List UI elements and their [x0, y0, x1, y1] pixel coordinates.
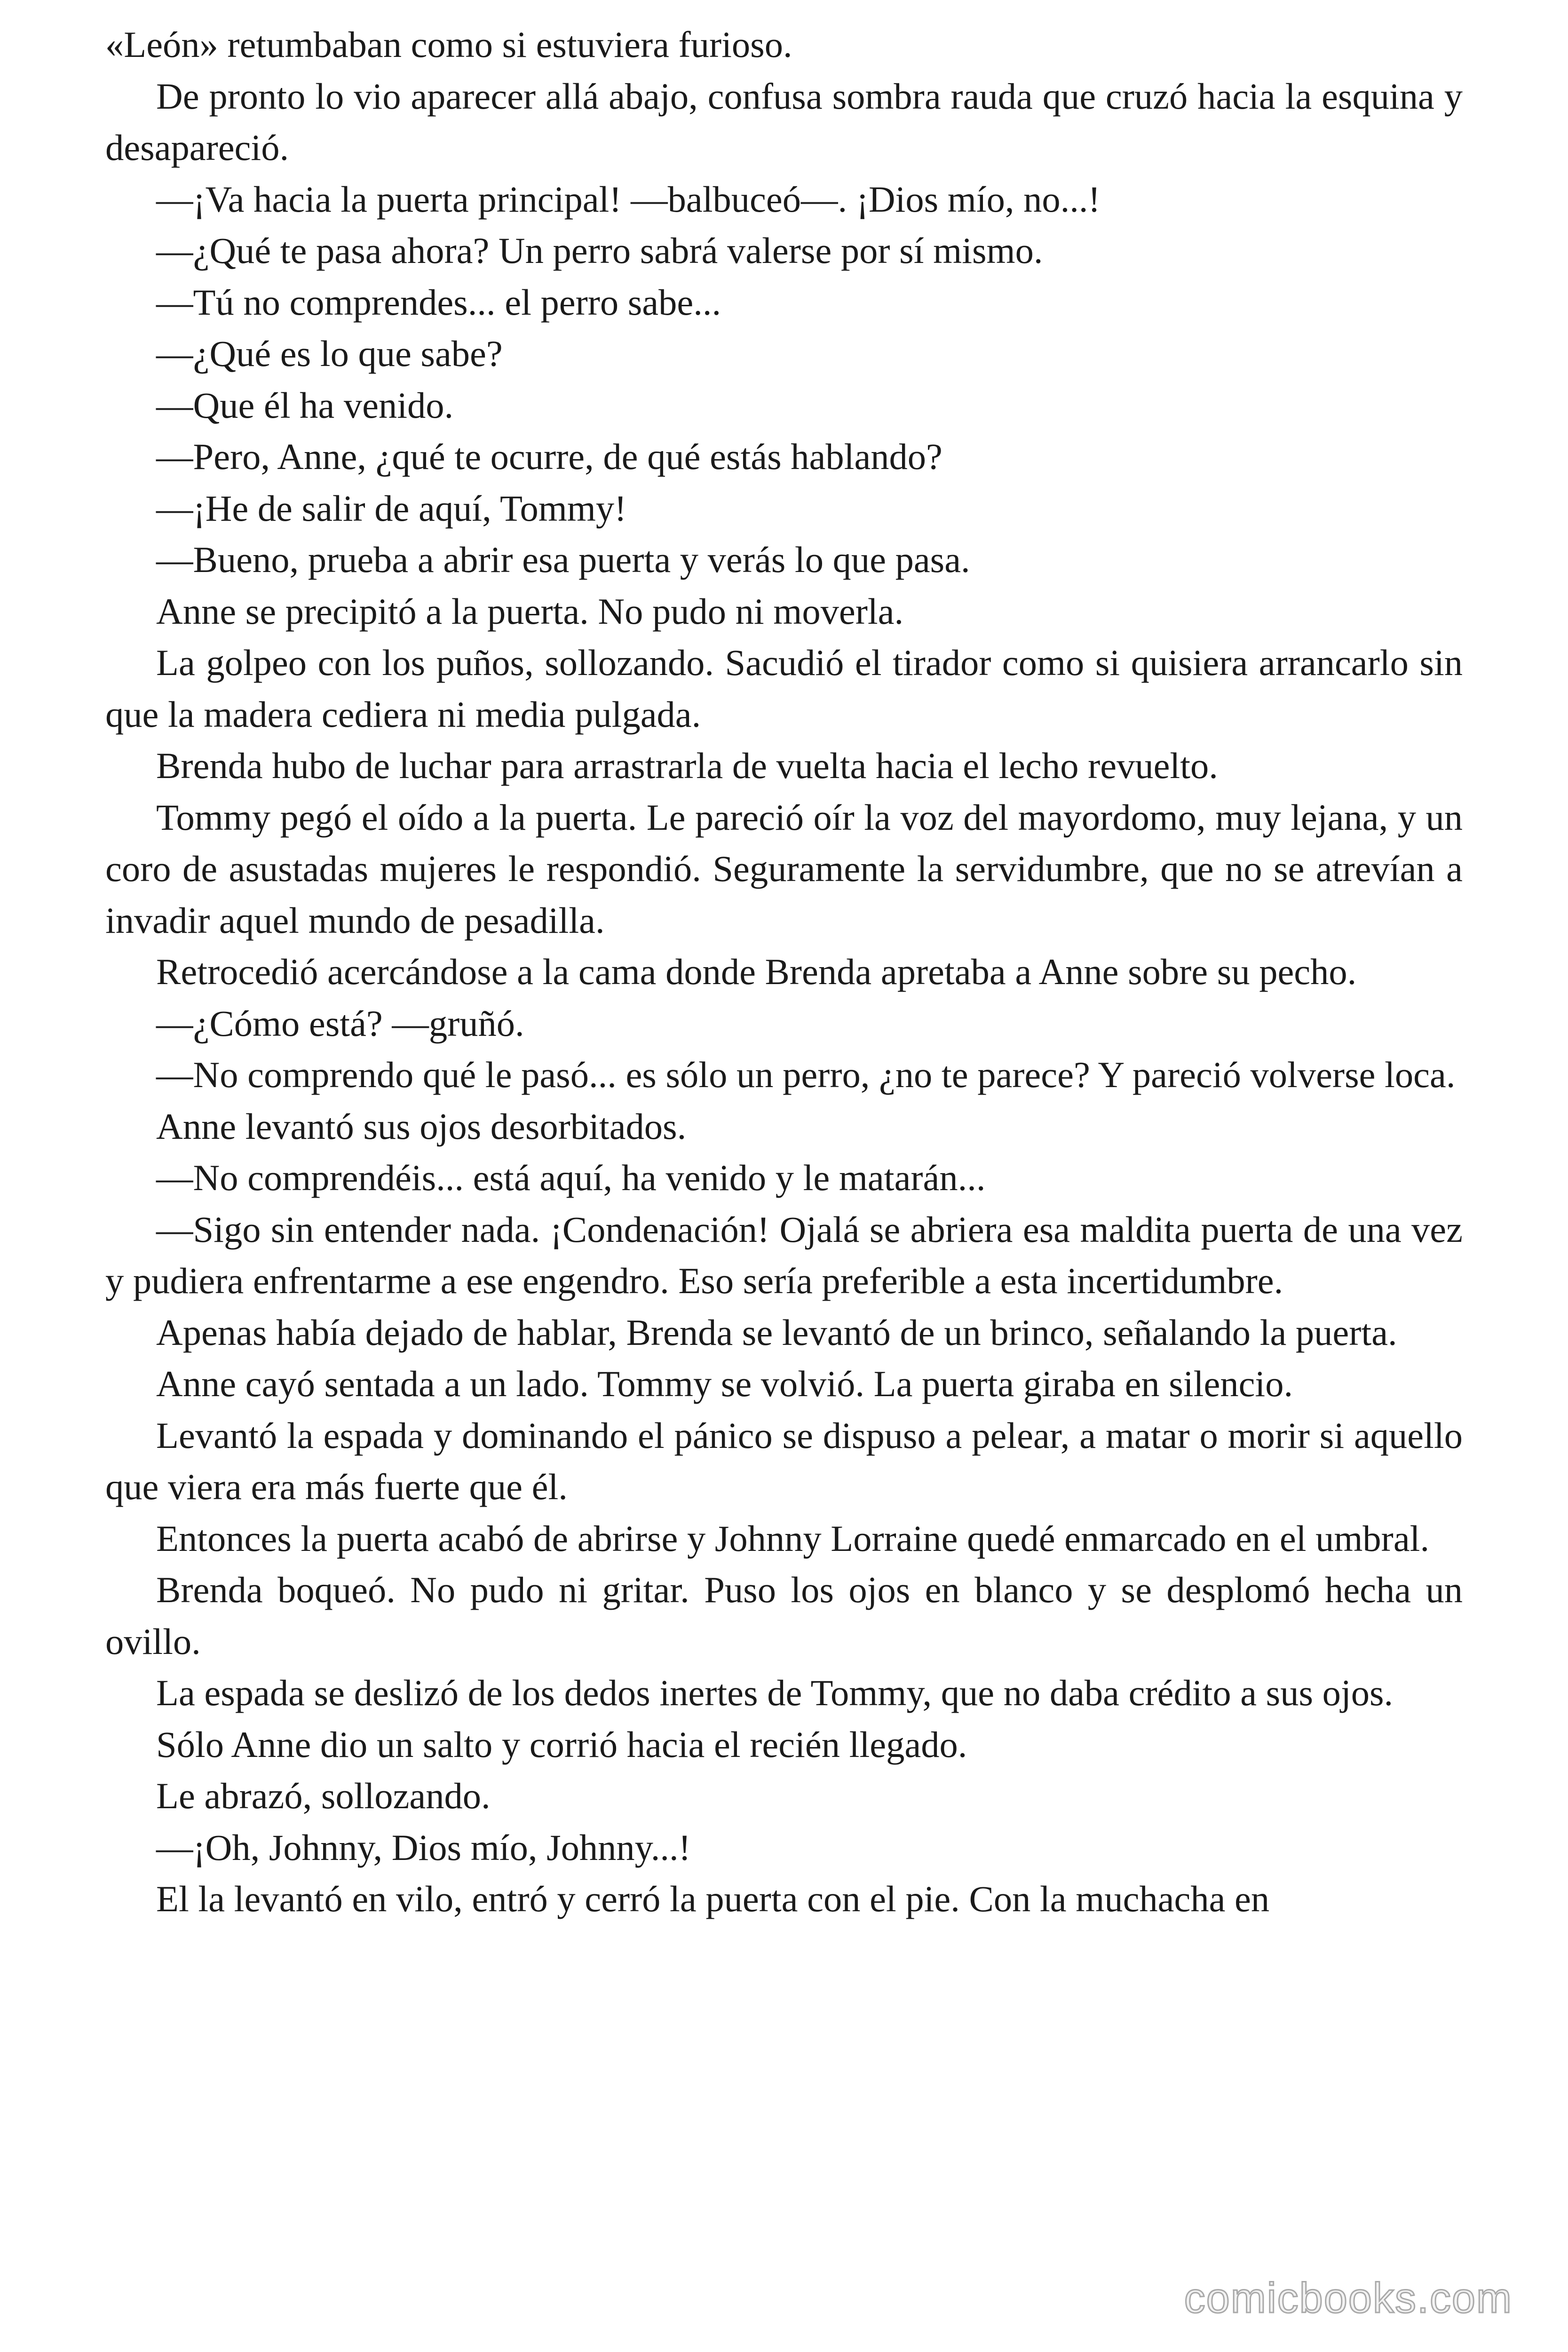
paragraph: —Pero, Anne, ¿qué te ocurre, de qué estás hablando? — [156, 436, 942, 477]
paragraph: Brenda hubo de luchar para arrastrarla de vuelta hacia el lecho revuelto. — [156, 745, 1218, 786]
paragraph: Le abrazó, sollozando. — [156, 1775, 491, 1816]
paragraph: —¿Qué es lo que sabe? — [156, 333, 503, 374]
document-page — [105, 19, 1463, 1925]
paragraph: —¿Qué te pasa ahora? Un perro sabrá valerse por sí mismo. — [156, 230, 1043, 271]
paragraph: —No comprendéis... está aquí, ha venido y le matarán... — [156, 1157, 986, 1198]
paragraph: Levantó la espada y dominando el pánico se dispuso a pelear, a matar o morir si aquello que viera era más fuerte que él. — [105, 1414, 1463, 1507]
paragraph: Anne se precipitó a la puerta. No pudo ni moverla. — [156, 590, 904, 632]
paragraph: Apenas había dejado de hablar, Brenda se levantó de un brinco, señalando la puerta. — [156, 1311, 1397, 1353]
paragraph: La golpeo con los puños, sollozando. Sacudió el tirador como si quisiera arrancarlo sin que la madera cediera ni media pulgada. — [105, 642, 1463, 735]
paragraph: —No comprendo qué le pasó... es sólo un perro, ¿no te parece? Y pareció volverse loca. — [156, 1054, 1456, 1095]
paragraph: —¿Cómo está? —gruñó. — [156, 1002, 524, 1044]
paragraph: Sólo Anne dio un salto y corrió hacia el recién llegado. — [156, 1724, 967, 1765]
paragraph: —¡He de salir de aquí, Tommy! — [156, 487, 627, 529]
paragraph: El la levantó en vilo, entró y cerró la puerta con el pie. Con la muchacha en — [156, 1878, 1270, 1919]
paragraph: —Que él ha venido. — [156, 384, 454, 426]
paragraph-continuation: «León» retumbaban como si estuviera furioso. — [105, 24, 792, 65]
paragraph: De pronto lo vio aparecer allá abajo, confusa sombra rauda que cruzó hacia la esquina y desapareció. — [105, 75, 1463, 168]
paragraph: Entonces la puerta acabó de abrirse y Johnny Lorraine quedé enmarcado en el umbral. — [156, 1518, 1430, 1559]
paragraph: —Tú no comprendes... el perro sabe... — [156, 281, 721, 323]
paragraph: Brenda boqueó. No pudo ni gritar. Puso los ojos en blanco y se desplomó hecha un ovillo. — [105, 1569, 1463, 1662]
watermark: comicbooks.com — [1184, 2275, 1513, 2322]
paragraph: —¡Oh, Johnny, Dios mío, Johnny...! — [156, 1827, 691, 1868]
paragraph: —Sigo sin entender nada. ¡Condenación! Ojalá se abriera esa maldita puerta de una vez y pudiera enfrentarme a ese engendro. Eso sería preferible a esta incertidumbre. — [105, 1208, 1463, 1301]
paragraph: La espada se deslizó de los dedos inertes de Tommy, que no daba crédito a sus ojos. — [156, 1672, 1394, 1713]
paragraph: —Bueno, prueba a abrir esa puerta y verás lo que pasa. — [156, 539, 970, 580]
paragraph: Anne cayó sentada a un lado. Tommy se volvió. La puerta giraba en silencio. — [156, 1363, 1293, 1404]
paragraph: —¡Va hacia la puerta principal! —balbuceó—. ¡Dios mío, no...! — [156, 178, 1101, 220]
paragraph: Retrocedió acercándose a la cama donde Brenda apretaba a Anne sobre su pecho. — [156, 951, 1357, 992]
paragraph: Tommy pegó el oído a la puerta. Le pareció oír la voz del mayordomo, muy lejana, y un coro de asustadas mujeres le respondió. Seguramente la servidumbre, que no se atrevían a invadir aquel mundo de pesadilla. — [105, 796, 1463, 941]
paragraph: Anne levantó sus ojos desorbitados. — [156, 1105, 687, 1147]
